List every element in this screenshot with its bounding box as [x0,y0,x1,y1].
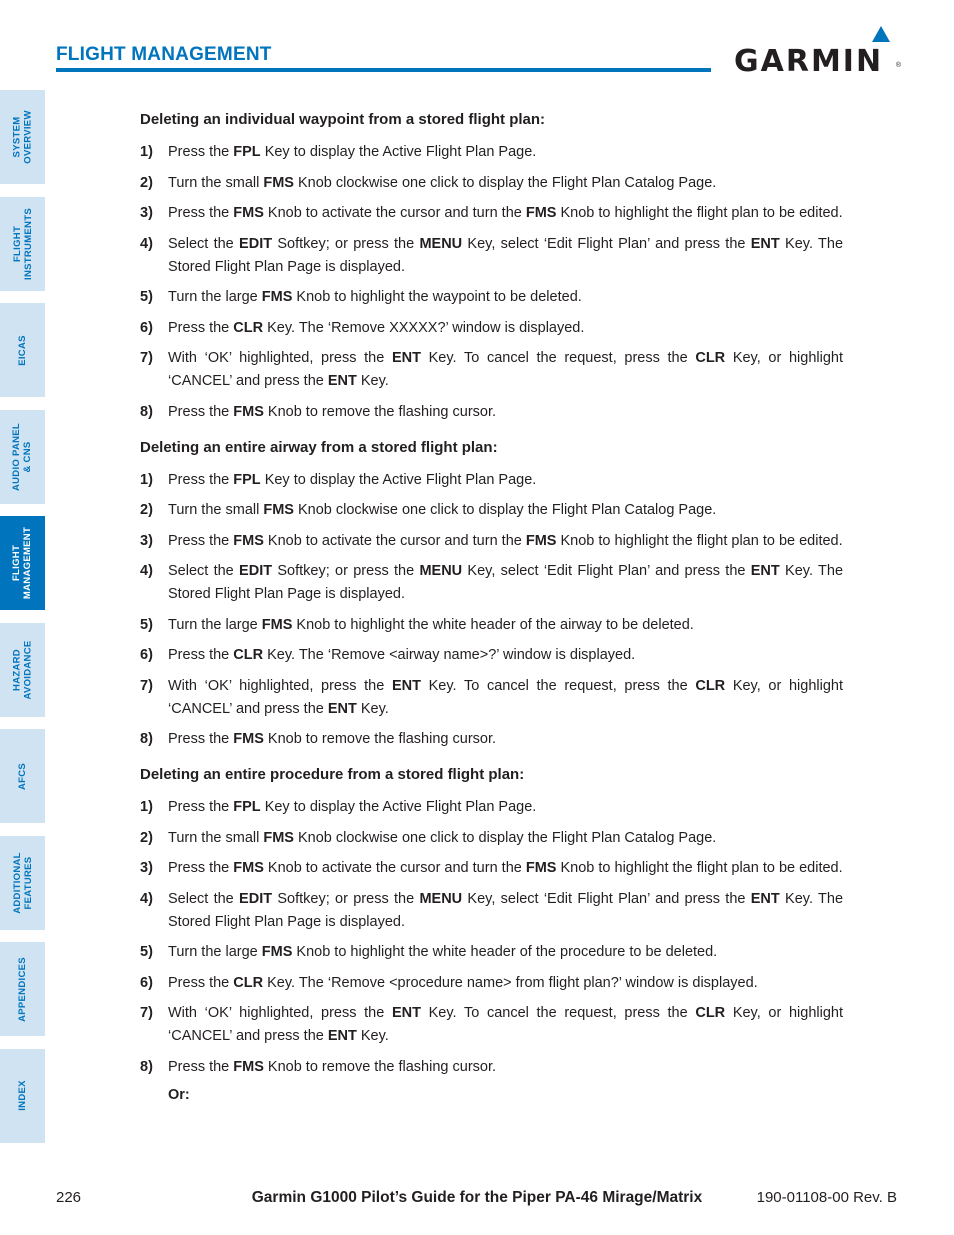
tab-flight-instruments[interactable] [0,197,45,291]
procedure-step [140,857,843,880]
step-number: 8) [140,403,153,420]
procedure-step [140,172,843,195]
step-number: 5) [140,616,153,633]
or-label: Or: [168,1087,190,1103]
procedure-step [140,286,843,309]
tab-label: FLIGHT INSTRUMENTS [11,207,34,280]
procedure-step [140,233,843,279]
tab-afcs[interactable] [0,729,45,823]
step-number: 5) [140,944,153,960]
tab-flight-management[interactable] [0,516,45,610]
procedure-step [140,560,843,606]
procedure-step [140,401,843,424]
tab-index[interactable] [0,1049,45,1143]
page-section-title: FLIGHT MANAGEMENT [56,44,272,65]
procedure-step [140,644,843,667]
footer-title: Garmin G1000 Pilot’s Guide for the Piper PA-46 Mirage/Matrix [251,1189,703,1206]
procedure-step [140,530,843,553]
step-text: Press the FMS Knob to activate the cursor and turn the FMS Knob to highlight the flight plan to be edited. [168,205,843,221]
step-number: 1) [140,471,153,488]
tab-additional-features[interactable] [0,836,45,930]
tab-hazard-avoidance[interactable] [0,623,45,717]
step-text: Turn the small FMS Knob clockwise one click to display the Flight Plan Catalog Page. [168,829,717,846]
tab-label: EICAS [16,334,28,366]
procedure-step [140,728,843,751]
tab-eicas[interactable] [0,303,45,397]
step-number: 8) [140,731,153,747]
procedure-step [140,347,843,393]
garmin-logo [734,24,901,79]
step-text: Press the FMS Knob to remove the flashing cursor. [168,1058,497,1075]
garmin-triangle-icon [872,26,890,42]
step-number: 1) [140,144,153,160]
step-number: 2) [140,502,153,518]
step-text: Press the FMS Knob to remove the flashing cursor. [168,731,497,747]
step-number: 2) [140,174,153,191]
step-text: Press the CLR Key. The ‘Remove <airway name>?’ window is displayed. [168,647,636,663]
procedure-step [140,675,843,721]
procedure-step [140,202,843,225]
section-heading: Deleting an individual waypoint from a stored flight plan: [140,111,546,128]
step-number: 8) [140,1058,153,1075]
tab-label: FLIGHT MANAGEMENT [11,526,34,600]
step-number: 7) [140,677,153,694]
tab-label: APPENDICES [17,956,29,1022]
step-text: Select the EDIT Softkey; or press the MENU Key, select ‘Edit Flight Plan’ and press the ENT Key. The Stored Flight Plan Page is displayed. [168,890,844,930]
step-number: 7) [140,1005,153,1021]
procedure-step [140,317,843,340]
step-text: Turn the small FMS Knob clockwise one click to display the Flight Plan Catalog Page. [168,502,717,518]
step-number: 6) [140,319,153,336]
procedure-step [140,888,843,934]
step-number: 7) [140,350,153,366]
step-text: Turn the large FMS Knob to highlight the waypoint to be deleted. [168,289,582,305]
step-number: 1) [140,799,153,815]
step-number: 6) [140,647,153,663]
section-heading: Deleting an entire procedure from a stored flight plan: [140,766,525,783]
procedure-step [140,614,843,637]
tab-label: INDEX [16,1080,28,1111]
tab-appendices[interactable] [0,942,45,1036]
step-text: Press the CLR Key. The ‘Remove <procedure name> from flight plan?’ window is displayed. [168,974,758,991]
step-text: Press the FPL Key to display the Active Flight Plan Page. [168,799,537,815]
step-number: 3) [140,860,153,876]
registered-mark: ® [895,62,901,69]
step-text: Press the FMS Knob to remove the flashing cursor. [168,403,497,420]
step-number: 4) [140,235,153,252]
tab-label: AUDIO PANEL & CNS [11,422,34,491]
header-divider [56,68,711,72]
step-text: Press the FPL Key to display the Active Flight Plan Page. [168,144,537,160]
step-number: 3) [140,532,153,549]
step-text: With ‘OK’ highlighted, press the ENT Key. To cancel the request, press the CLR Key, or highlight ‘CANCEL’ and press the ENT Key. [168,677,843,717]
tab-label: SYSTEM OVERVIEW [11,110,34,164]
step-number: 4) [140,890,153,907]
step-number: 4) [140,563,153,579]
step-number: 2) [140,829,153,846]
step-number: 3) [140,205,153,221]
tab-label: ADDITIONAL FEATURES [11,851,34,914]
procedure-step [140,1056,843,1079]
procedure-step [140,469,843,492]
step-text: Turn the large FMS Knob to highlight the white header of the procedure to be deleted. [168,944,718,960]
step-text: Turn the large FMS Knob to highlight the white header of the airway to be deleted. [168,616,694,633]
procedure-step [140,972,843,995]
step-number: 5) [140,289,153,305]
procedure-step [140,1002,843,1048]
step-text: With ‘OK’ highlighted, press the ENT Key. To cancel the request, press the CLR Key, or highlight ‘CANCEL’ and press the ENT Key. [168,1005,843,1044]
document-number: 190-01108-00 Rev. B [756,1189,897,1206]
procedure-step [140,827,843,850]
step-text: Turn the small FMS Knob clockwise one click to display the Flight Plan Catalog Page. [168,174,717,191]
step-text: Press the FPL Key to display the Active Flight Plan Page. [168,471,537,488]
page-number: 226 [56,1189,82,1206]
procedure-step [140,941,843,964]
procedure-step [140,796,843,819]
step-text: Select the EDIT Softkey; or press the MENU Key, select ‘Edit Flight Plan’ and press the ENT Key. The Stored Flight Plan Page is displayed. [168,235,844,275]
step-text: Press the FMS Knob to activate the cursor and turn the FMS Knob to highlight the flight plan to be edited. [168,860,843,876]
step-text: With ‘OK’ highlighted, press the ENT Key. To cancel the request, press the CLR Key, or highlight ‘CANCEL’ and press the ENT Key. [168,350,843,389]
section-heading: Deleting an entire airway from a stored flight plan: [140,438,498,456]
tab-label: AFCS [17,762,28,790]
tab-audio-panel-cns[interactable] [0,410,45,504]
step-number: 6) [140,974,153,991]
procedure-step [140,141,843,164]
page-content [140,108,843,1107]
step-text: Select the EDIT Softkey; or press the MENU Key, select ‘Edit Flight Plan’ and press the ENT Key. The Stored Flight Plan Page is displayed. [168,563,844,602]
procedure-step [140,499,843,522]
step-text: Press the FMS Knob to activate the cursor and turn the FMS Knob to highlight the flight plan to be edited. [168,532,843,549]
garmin-logo-text: GARMIN [734,44,884,79]
tab-label: HAZARD AVOIDANCE [11,640,34,699]
tab-system-overview[interactable] [0,90,45,184]
step-text: Press the CLR Key. The ‘Remove XXXXX?’ window is displayed. [168,319,585,336]
